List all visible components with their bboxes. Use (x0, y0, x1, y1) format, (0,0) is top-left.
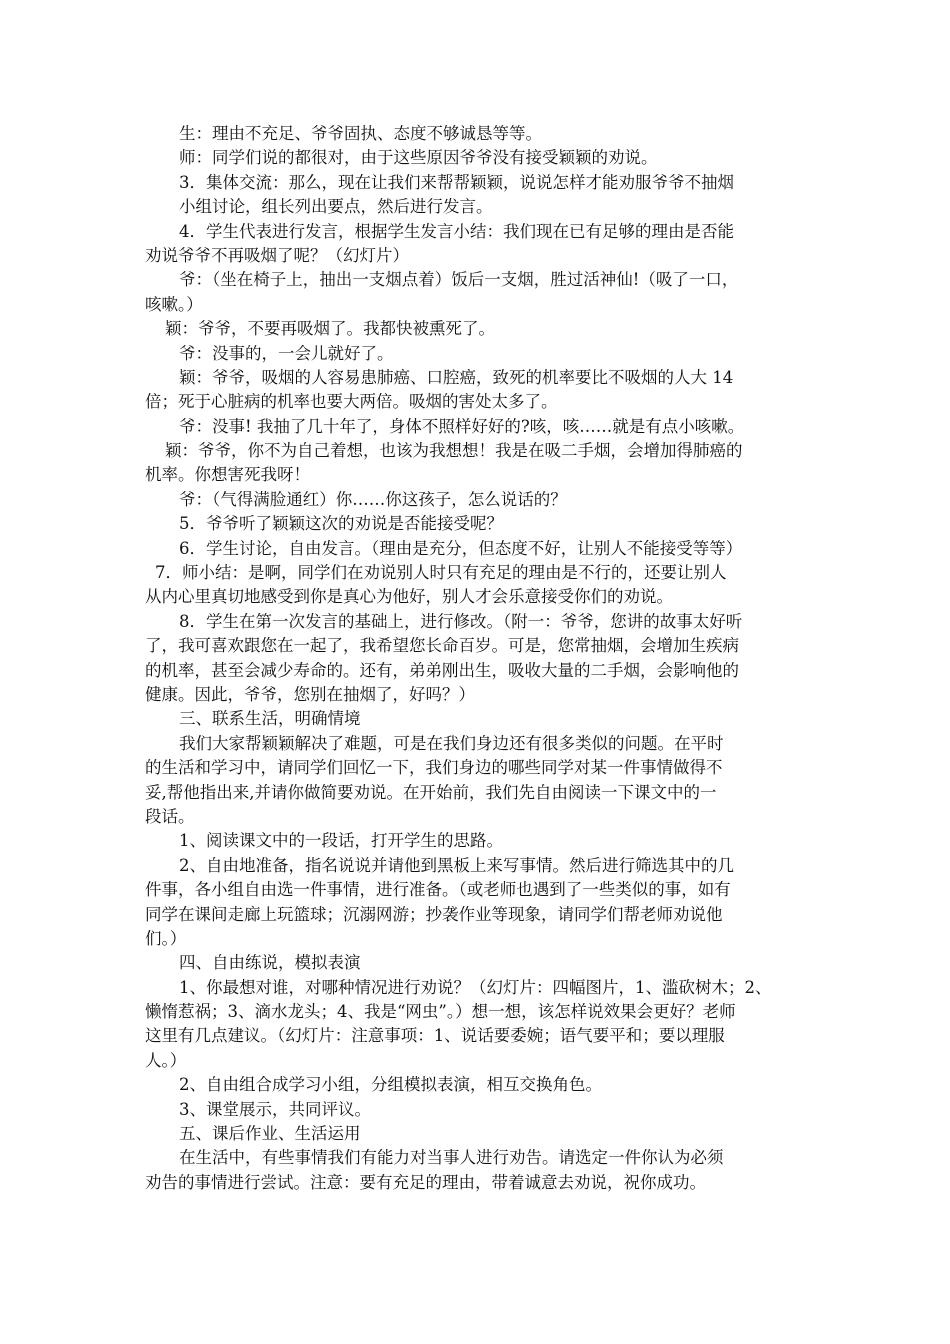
text-line: 1、阅读课文中的一段话，打开学生的思路。 (179, 831, 503, 851)
text-line: 爷：（气得满脸通红）你……你这孩子，怎么说话的？ (179, 489, 567, 509)
section-heading: 五、课后作业、生活运用 (179, 1124, 361, 1144)
document-body (145, 122, 810, 1195)
text-line: 生：理由不充足、爷爷固执、态度不够诚恳等等。 (179, 124, 542, 143)
text-line: 从内心里真切地感受到你是真心为他好，别人才会乐意接受你们的劝说。 (145, 587, 673, 607)
text-line: 妥,帮他指出来,并请你做简要劝说。在开始前，我们先自由阅读一下课文中的一 (145, 782, 717, 802)
text-line: 劝说爷爷不再吸烟了呢？（幻灯片） (145, 245, 409, 265)
text-line: 师：同学们说的都很对，由于这些原因爷爷没有接受颖颖的劝说。 (179, 148, 658, 168)
text-line: 3、课堂展示，共同评议。 (179, 1099, 371, 1119)
section-heading: 四、自由练说，模拟表演 (179, 953, 361, 973)
text-line: 件事，各小组自由选一件事情，进行准备。（或老师也遇到了一些类似的事，如有 (145, 880, 731, 900)
text-line: 这里有几点建议。（幻灯片：注意事项：1、说话要委婉；语气要平和；要以理服 (145, 1026, 725, 1046)
text-line: 小组讨论，组长列出要点，然后进行发言。 (179, 197, 493, 217)
text-line: 爷：没事的，一会儿就好了。 (179, 343, 394, 363)
text-line: 在生活中，有些事情我们有能力对当事人进行劝告。请选定一件你认为必须 (179, 1148, 724, 1168)
text-line: 懒惰惹祸；3、滴水龙头；4、我是“网虫”。）想一想，该怎样说效果会更好？老师 (145, 1002, 736, 1022)
text-line: 的机率，甚至会减少寿命的。还有，弟弟刚出生，吸收大量的二手烟，会影响他的 (145, 660, 739, 680)
text-line: 们。） (145, 928, 187, 948)
text-line: 7．师小结：是啊，同学们在劝说别人时只有充足的理由是不行的，还要让别人 (155, 563, 727, 583)
text-line: 机率。你想害死我呀！ (145, 465, 310, 485)
text-line: 2、自由地准备，指名说说并请他到黑板上来写事情。然后进行筛选其中的几 (179, 855, 734, 875)
text-line: 6．学生讨论，自由发言。（理由是充分，但态度不好，让别人不能接受等等） (179, 538, 743, 558)
text-line: 段话。 (145, 806, 195, 826)
text-line: 1、你最想对谁，对哪种情况进行劝说？（幻灯片：四幅图片，1、滥砍树木；2、 (179, 977, 772, 997)
text-line: 了，我可喜欢跟您在一起了，我希望您长命百岁。可是，您常抽烟，会增加生疾病 (145, 636, 739, 656)
text-line: 8．学生在第一次发言的基础上，进行修改。（附一：爷爷，您讲的故事太好听 (179, 611, 743, 631)
text-line: 的生活和学习中，请同学们回忆一下，我们身边的哪些同学对某一件事情做得不 (145, 758, 723, 778)
text-line: 颖：爷爷，不要再吸烟了。我都快被熏死了。 (165, 319, 495, 339)
text-line: 颖：爷爷，吸烟的人容易患肺癌、口腔癌，致死的机率要比不吸烟的人大 14 (179, 367, 734, 387)
text-line: 同学在课间走廊上玩篮球；沉溺网游；抄袭作业等现象，请同学们帮老师劝说他 (145, 904, 723, 924)
section-heading: 三、联系生活，明确情境 (179, 709, 361, 729)
text-line: 颖：爷爷，你不为自己着想，也该为我想想！我是在吸二手烟，会增加得肺癌的 (165, 441, 743, 461)
text-line: 劝告的事情进行尝试。注意：要有充足的理由，带着诚意去劝说，祝你成功。 (145, 1172, 706, 1192)
text-line: 爷：没事! 我抽了几十年了，身体不照样好好的?咳，咳……就是有点小咳嗽。 (179, 416, 745, 436)
text-line: 2、自由组合成学习小组，分组模拟表演，相互交换角色。 (179, 1075, 602, 1095)
text-line: 健康。因此，爷爷，您别在抽烟了，好吗？） (145, 684, 475, 704)
text-line: 我们大家帮颖颖解决了难题，可是在我们身边还有很多类似的问题。在平时 (179, 733, 724, 753)
text-line: 3．集体交流：那么，现在让我们来帮帮颖颖，说说怎样才能劝服爷爷不抽烟 (179, 172, 734, 192)
text-line: 爷：（坐在椅子上，抽出一支烟点着）饭后一支烟，胜过活神仙!（吸了一口， (179, 270, 739, 290)
text-line: 5．爷爷听了颖颖这次的劝说是否能接受呢？ (179, 514, 503, 534)
text-line: 4．学生代表进行发言，根据学生发言小结：我们现在已有足够的理由是否能 (179, 221, 734, 241)
text-line: 人。） (145, 1050, 187, 1070)
text-line: 倍；死于心脏病的机率也要大两倍。吸烟的害处太多了。 (145, 392, 558, 412)
text-line: 咳嗽。） (145, 294, 203, 314)
